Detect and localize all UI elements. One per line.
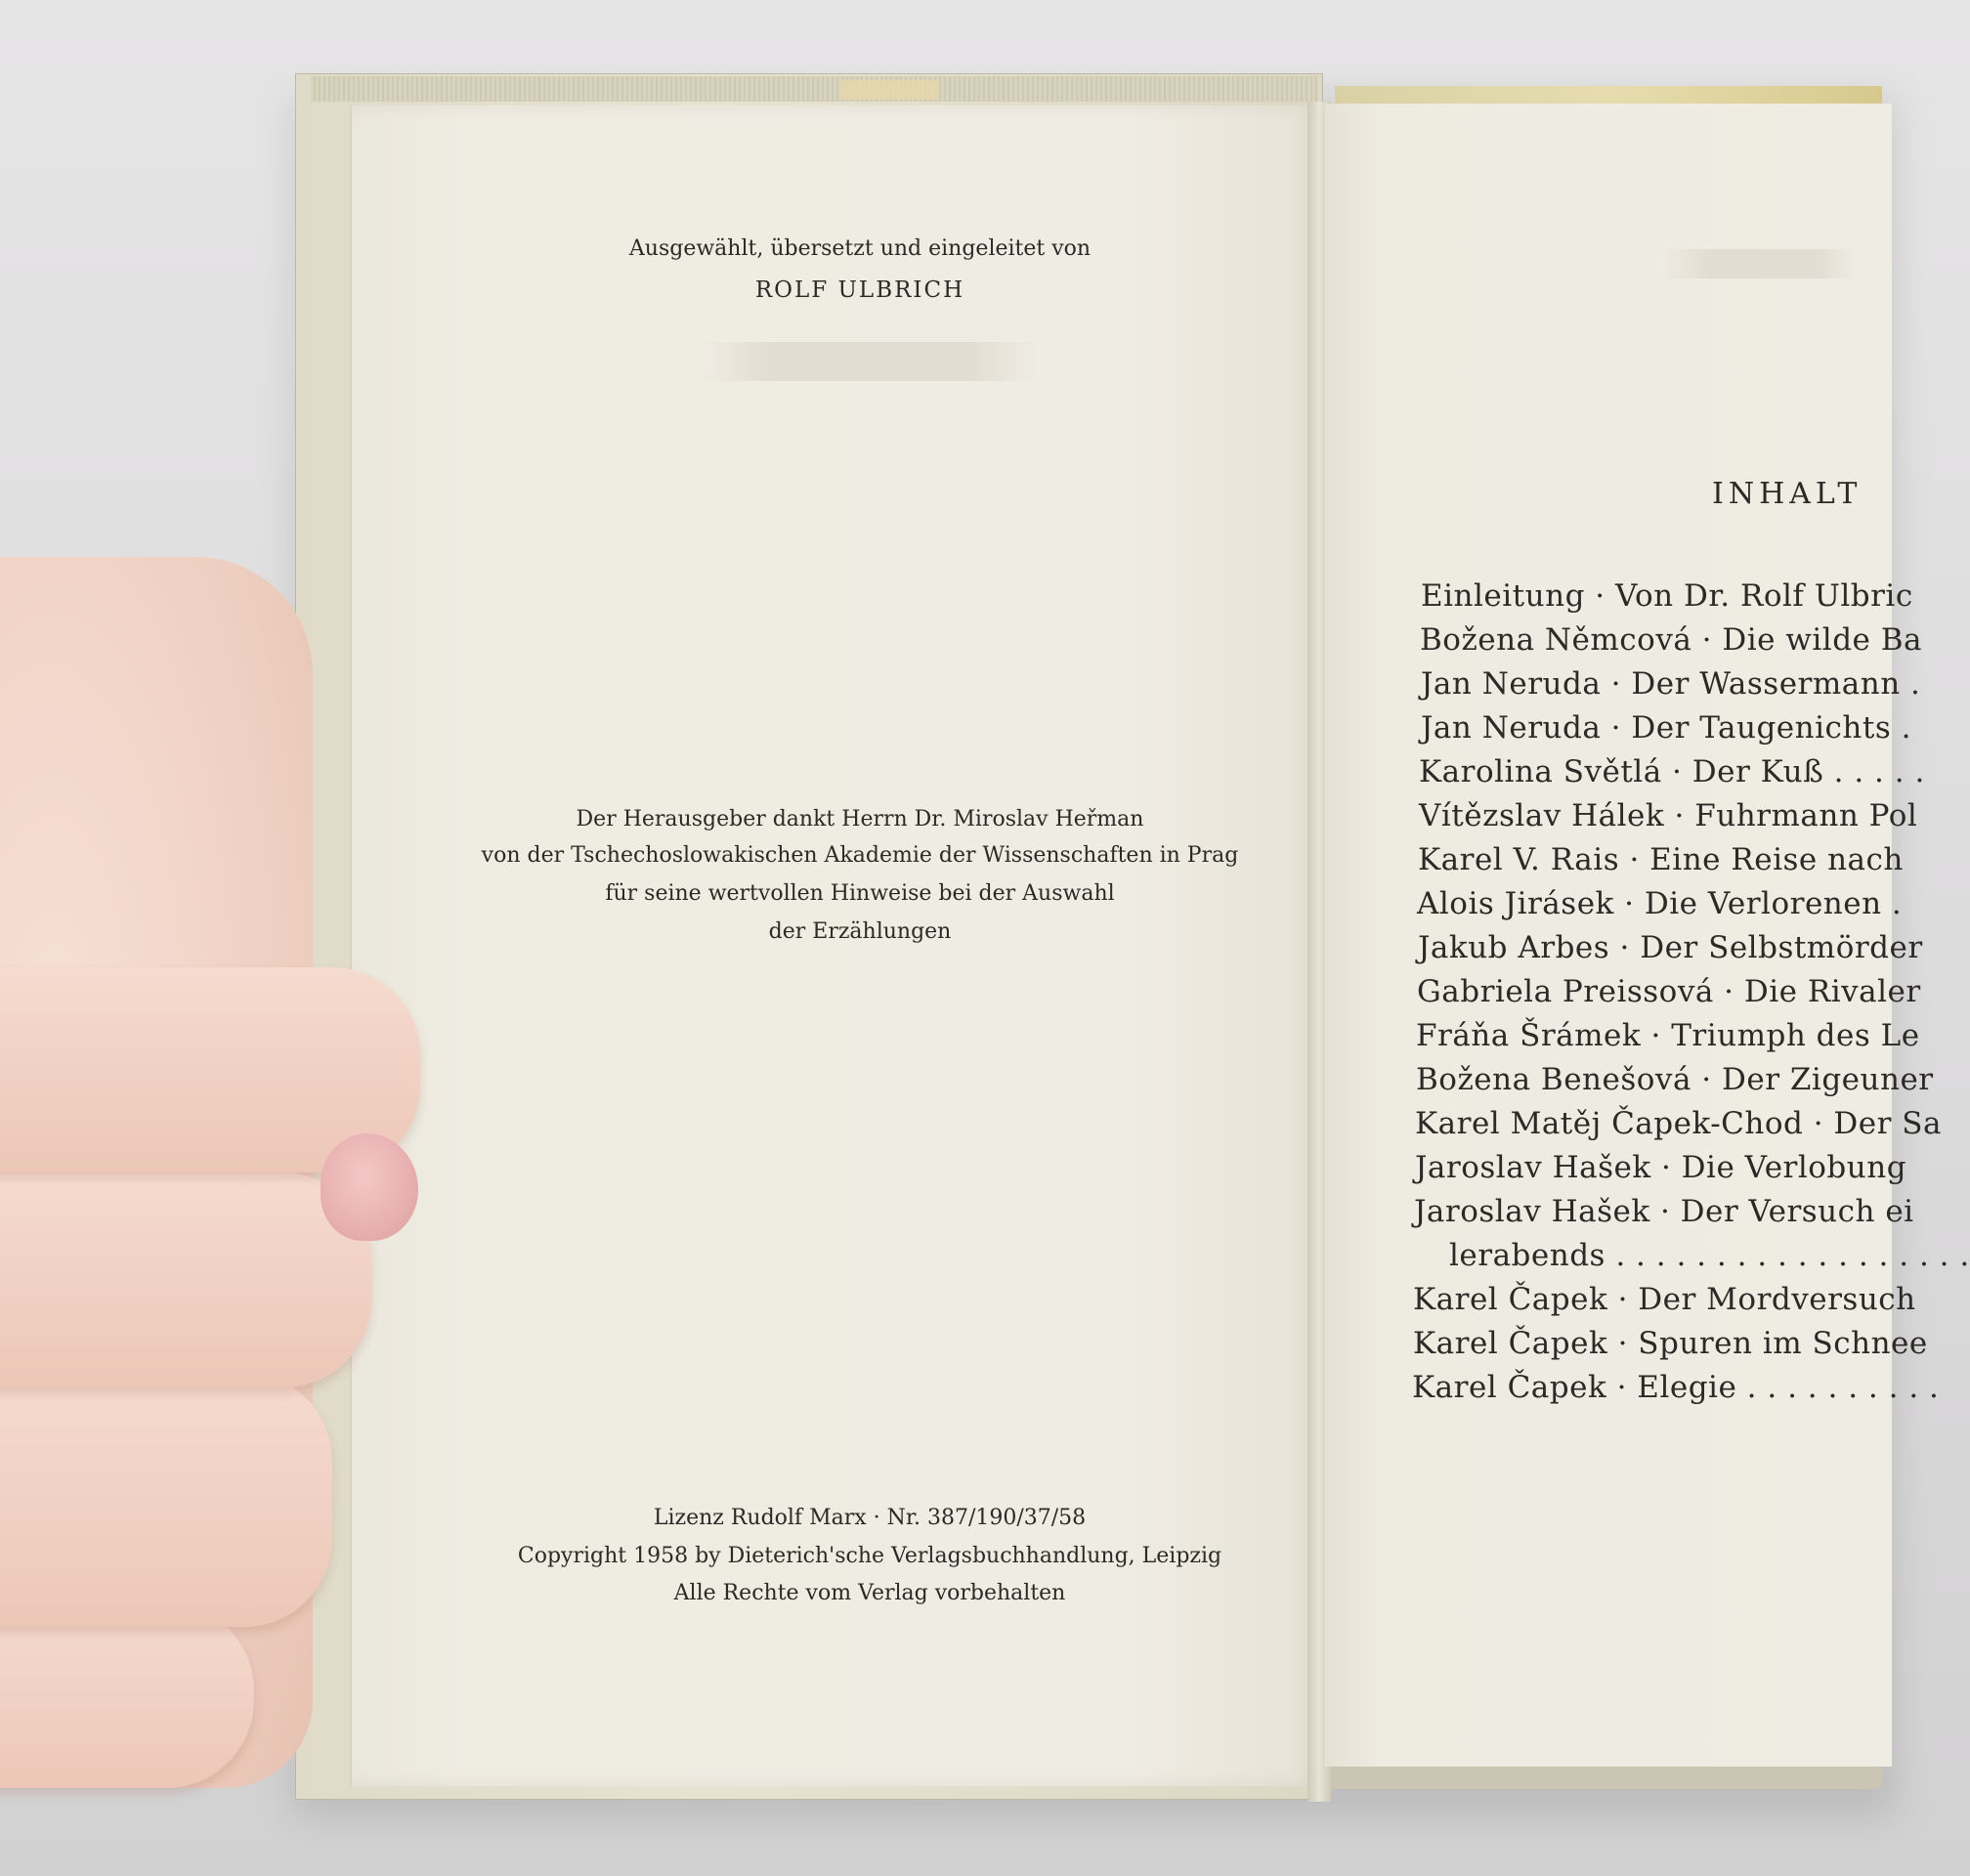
thanks-line: der Erzählungen [768,919,952,944]
toc-entry: Karolina Světlá · Der Kuß . . . . . [1419,754,1925,789]
thanks-line: für seine wertvollen Hinweise bei der Auswahl [605,881,1115,906]
toc-entry: Božena Benešová · Der Zigeuner [1416,1062,1934,1097]
finger [0,1373,332,1627]
toc-entry: Gabriela Preissová · Die Rivaler [1417,974,1921,1009]
cover-top-edge [311,76,1317,102]
toc-entry: Fráňa Šrámek · Triumph des Le [1416,1018,1920,1053]
finger [0,1602,254,1788]
toc-entry: Božena Němcová · Die wilde Ba [1420,622,1923,658]
thanks-line: von der Tschechoslowakischen Akademie der Wissenschaften in Prag [481,843,1239,868]
toc-entry: Karel Čapek · Der Mordversuch [1413,1282,1916,1317]
toc-entry: Karel V. Rais · Eine Reise nach [1418,842,1904,877]
imprint-line: Copyright 1958 by Dieterich'sche Verlagsbuchhandlung, Leipzig [517,1544,1222,1568]
credit-line: Ausgewählt, übersetzt und eingeleitet von [628,236,1092,261]
cover-stain [840,80,938,100]
credit-name: ROLF ULBRICH [754,277,965,303]
imprint-line: Alle Rechte vom Verlag vorbehalten [673,1581,1066,1605]
thanks-line: Der Herausgeber dankt Herrn Dr. Miroslav Heřman [576,807,1144,831]
toc-entry: Karel Matěj Čapek-Chod · Der Sa [1415,1106,1943,1141]
show-through-text [1661,249,1857,278]
toc-entry: Jan Neruda · Der Wassermann . [1421,666,1921,702]
toc-entry: Alois Jirásek · Die Verlorenen . [1417,886,1903,921]
finger [0,1172,371,1387]
toc-entry: Einleitung · Von Dr. Rolf Ulbric [1421,578,1913,614]
cover-bottom-edge [1315,1764,1882,1789]
toc-entry: Karel Čapek · Elegie . . . . . . . . . . [1412,1370,1940,1405]
imprint-line: Lizenz Rudolf Marx · Nr. 387/190/37/58 [653,1506,1087,1530]
toc-entry: Jaroslav Hašek · Der Versuch ei [1414,1194,1914,1229]
toc-entry: Jaroslav Hašek · Die Verlobung [1415,1150,1907,1185]
toc-entry: Jan Neruda · Der Taugenichts . [1421,710,1911,746]
toc-entry: Jakub Arbes · Der Selbstmörder [1418,930,1923,965]
toc-heading: INHALT [1712,477,1863,511]
thumbnail [321,1133,418,1241]
show-through-text [704,342,1036,381]
toc-entry: Vítězslav Hálek · Fuhrmann Pol [1419,798,1918,833]
toc-entry: Karel Čapek · Spuren im Schnee [1413,1326,1928,1361]
toc-entry: lerabends . . . . . . . . . . . . . . . . . . [1449,1238,1970,1273]
